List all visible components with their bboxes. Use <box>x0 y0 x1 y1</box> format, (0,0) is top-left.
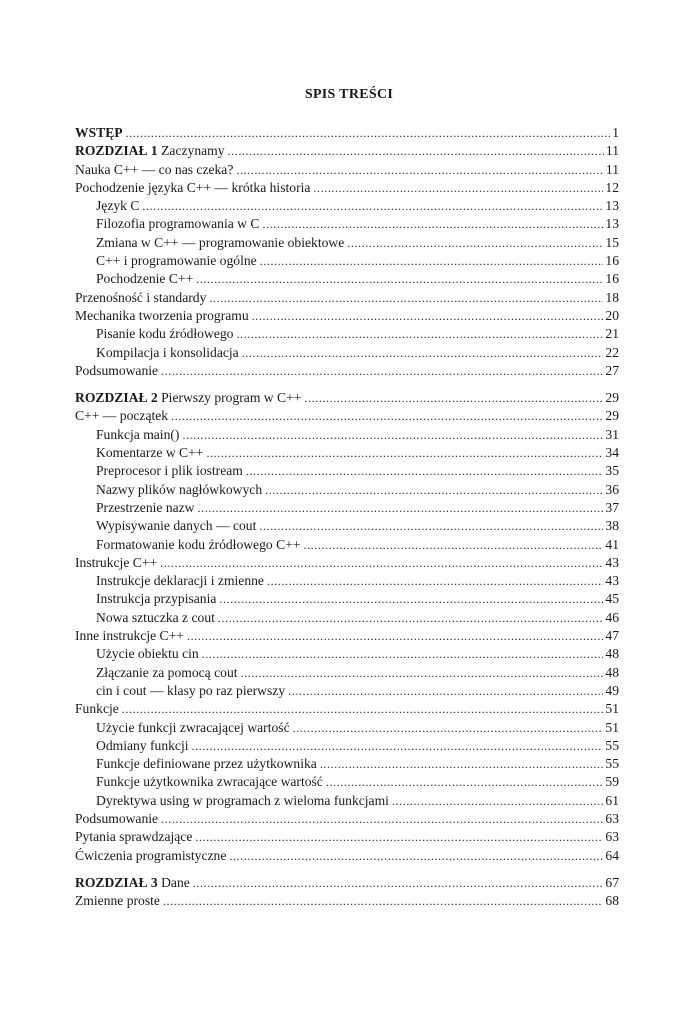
toc-entry-title <box>96 773 323 791</box>
page-number: 48 <box>605 646 619 662</box>
toc-section-entry[interactable] <box>75 407 619 425</box>
dot-leader <box>219 590 603 608</box>
toc-chapter-entry[interactable] <box>75 124 619 142</box>
entry-text: Instrukcje C++ <box>75 554 158 570</box>
page-number: 1 <box>612 125 619 140</box>
page-number: 45 <box>605 591 619 607</box>
chapter-label: ROZDZIAŁ 3 <box>75 874 158 890</box>
toc-entry-title <box>96 572 264 590</box>
entry-text: Mechanika tworzenia programu <box>75 307 249 323</box>
toc-section-entry[interactable] <box>75 828 619 846</box>
entry-text: Kompilacja i konsolidacja <box>96 344 239 360</box>
toc-subsection-entry[interactable] <box>75 719 619 737</box>
toc-subsection-entry[interactable] <box>75 270 619 288</box>
toc-entry-title <box>96 737 189 755</box>
entry-text: Funkcje definiowane przez użytkownika <box>96 756 317 772</box>
toc-section-entry[interactable] <box>75 289 619 307</box>
entry-text: Nazwy plików nagłówkowych <box>96 481 263 497</box>
entry-text: Filozofia programowania w C <box>96 216 260 232</box>
toc-section-entry[interactable] <box>75 810 619 828</box>
page-number: 29 <box>605 390 619 406</box>
dot-leader <box>202 645 604 663</box>
page-title: SPIS TREŚCI <box>304 87 394 102</box>
dot-leader <box>347 234 603 252</box>
page-number: 63 <box>605 829 619 845</box>
toc-entry-title <box>96 792 389 810</box>
entry-text: Podsumowanie <box>75 810 159 826</box>
entry-text: Zaczynamy <box>157 143 225 159</box>
toc-entry-title <box>96 609 215 627</box>
dot-leader <box>259 517 603 535</box>
toc-subsection-entry[interactable] <box>75 572 619 590</box>
toc-entry-title <box>96 344 239 362</box>
toc-subsection-entry[interactable] <box>75 755 619 773</box>
toc-subsection-entry[interactable] <box>75 773 619 791</box>
page-number: 43 <box>605 554 619 570</box>
toc-subsection-entry[interactable] <box>75 645 619 663</box>
page-number: 37 <box>605 499 619 515</box>
dot-leader <box>229 847 603 865</box>
toc-entry-title <box>75 179 310 197</box>
dot-leader <box>126 124 611 142</box>
dot-leader <box>242 344 604 362</box>
toc-subsection-entry[interactable] <box>75 197 619 215</box>
dot-leader <box>142 197 603 215</box>
toc-entry-title <box>75 142 225 160</box>
entry-text: Przenośność i standardy <box>75 289 207 305</box>
toc-entry-title <box>75 810 158 828</box>
toc-entry-title <box>96 270 193 288</box>
dot-leader <box>209 289 603 307</box>
toc-chapter-entry[interactable] <box>75 874 619 892</box>
dot-leader <box>182 426 603 444</box>
dot-leader <box>303 536 603 554</box>
page-number: 20 <box>605 307 619 323</box>
dot-leader <box>192 737 604 755</box>
toc-entry-title <box>75 847 226 865</box>
dot-leader <box>320 755 604 773</box>
page-number: 61 <box>605 792 619 808</box>
page-number: 11 <box>605 143 619 159</box>
page-number: 63 <box>605 810 619 826</box>
toc-entry-title <box>96 499 195 517</box>
entry-text: Zmiana w C++ — programowanie obiektowe <box>96 234 345 250</box>
page-number: 13 <box>605 198 619 214</box>
toc-entry-title <box>96 664 238 682</box>
page-number: 48 <box>605 664 619 680</box>
page-number: 29 <box>605 408 619 424</box>
dot-leader <box>246 462 604 480</box>
toc-subsection-entry[interactable] <box>75 499 619 517</box>
entry-text: Funkcje <box>75 701 119 717</box>
chapter-label: WSTĘP <box>75 125 123 140</box>
toc-entry-title <box>96 755 317 773</box>
dot-leader <box>236 161 604 179</box>
entry-text: Instrukcja przypisania <box>96 591 217 607</box>
toc-section-entry[interactable] <box>75 554 619 572</box>
entry-text: Odmiany funkcji <box>96 737 189 753</box>
toc-entry-title <box>75 828 192 846</box>
dot-leader <box>236 325 603 343</box>
toc-subsection-entry[interactable] <box>75 682 619 700</box>
toc-entry-title <box>75 554 157 572</box>
toc-entry-title <box>96 325 233 343</box>
entry-text: Funkcja main() <box>96 426 180 442</box>
dot-leader <box>122 700 604 718</box>
page-number: 55 <box>605 756 619 772</box>
toc-subsection-entry[interactable] <box>75 792 619 810</box>
page-number: 46 <box>605 609 619 625</box>
toc-section-entry[interactable] <box>75 627 619 645</box>
toc-section-entry[interactable] <box>75 847 619 865</box>
entry-text: Dane <box>157 874 190 890</box>
toc-entry-title <box>96 252 257 270</box>
dot-leader <box>241 664 604 682</box>
chapter-label: ROZDZIAŁ 2 <box>75 390 158 406</box>
dot-leader <box>198 499 604 517</box>
page-number: 64 <box>605 847 619 863</box>
dot-leader <box>267 572 603 590</box>
entry-text: Instrukcje deklaracji i zmienne <box>96 573 264 589</box>
page-number: 22 <box>605 344 619 360</box>
toc-chapter-entry[interactable] <box>75 142 619 160</box>
page-number: 43 <box>605 573 619 589</box>
toc-subsection-entry[interactable] <box>75 737 619 755</box>
page-number: 16 <box>605 271 619 287</box>
toc-subsection-entry[interactable] <box>75 664 619 682</box>
toc-subsection-entry[interactable] <box>75 609 619 627</box>
page-number: 35 <box>605 463 619 479</box>
entry-text: Funkcje użytkownika zwracające wartość <box>96 774 323 790</box>
dot-leader <box>161 810 603 828</box>
toc-subsection-entry[interactable] <box>75 517 619 535</box>
toc-section-entry[interactable] <box>75 307 619 325</box>
toc-entry-title <box>75 874 190 892</box>
page-number: 38 <box>605 518 619 534</box>
toc-subsection-entry[interactable] <box>75 344 619 362</box>
page-number: 34 <box>605 445 619 461</box>
dot-leader <box>392 792 603 810</box>
dot-leader <box>193 874 604 892</box>
dot-leader <box>260 252 604 270</box>
entry-text: Dyrektywa using w programach z wieloma funkcjami <box>96 792 389 808</box>
toc-section-entry[interactable] <box>75 179 619 197</box>
toc-entry-title <box>96 215 259 233</box>
toc-section-entry[interactable] <box>75 362 619 380</box>
toc-entry-title <box>75 289 206 307</box>
toc-entry-title <box>75 407 168 425</box>
toc-subsection-entry[interactable] <box>75 462 619 480</box>
toc-subsection-entry[interactable] <box>75 215 619 233</box>
entry-text: Złączanie za pomocą cout <box>96 664 238 680</box>
toc-entry-title <box>96 426 179 444</box>
toc-entry-title <box>96 645 199 663</box>
entry-text: Użycie funkcji zwracającej wartość <box>96 719 290 735</box>
toc-subsection-entry[interactable] <box>75 481 619 499</box>
page-number: 21 <box>605 326 619 342</box>
toc-chapter-entry[interactable] <box>75 389 619 407</box>
toc-section-entry[interactable] <box>75 700 619 718</box>
entry-text: Zmienne proste <box>75 893 160 909</box>
dot-leader <box>206 444 603 462</box>
entry-text: Ćwiczenia programistyczne <box>75 847 227 863</box>
toc-entry-title <box>75 362 158 380</box>
page-number: 12 <box>605 179 619 195</box>
entry-text: Przestrzenie nazw <box>96 499 195 515</box>
toc-entry-title <box>75 161 233 179</box>
entry-text: Nauka C++ — co nas czeka? <box>75 161 234 177</box>
table-of-contents <box>75 124 619 910</box>
entry-text: Język C <box>96 198 140 214</box>
page-number: 59 <box>605 774 619 790</box>
page-number: 36 <box>605 481 619 497</box>
toc-entry-title <box>75 700 119 718</box>
entry-text: C++ i programowanie ogólne <box>96 253 257 269</box>
dot-leader <box>228 142 604 160</box>
toc-entry-title <box>75 389 301 407</box>
toc-subsection-entry[interactable] <box>75 536 619 554</box>
toc-subsection-entry[interactable] <box>75 590 619 608</box>
toc-entry-title <box>96 444 203 462</box>
entry-text: Wypisywanie danych — cout <box>96 518 257 534</box>
page-number: 18 <box>605 289 619 305</box>
page-number: 67 <box>605 874 619 890</box>
toc-entry-title <box>96 197 139 215</box>
toc-entry-title <box>96 682 285 700</box>
entry-text: Użycie obiektu cin <box>96 646 199 662</box>
entry-text: Formatowanie kodu źródłowego C++ <box>96 536 301 552</box>
page-number: 51 <box>605 719 619 735</box>
page-number: 47 <box>605 628 619 644</box>
toc-entry-title <box>75 124 123 142</box>
dot-leader <box>196 270 603 288</box>
entry-text: Komentarze w C++ <box>96 445 204 461</box>
page-number: 31 <box>605 426 619 442</box>
toc-entry-title <box>96 719 290 737</box>
page-number: 27 <box>605 362 619 378</box>
toc-entry-title <box>75 892 160 910</box>
toc-entry-title <box>96 590 216 608</box>
page-number: 41 <box>605 536 619 552</box>
dot-leader <box>187 627 603 645</box>
entry-text: C++ — początek <box>75 408 169 424</box>
toc-subsection-entry[interactable] <box>75 444 619 462</box>
page-number: 16 <box>605 253 619 269</box>
entry-text: Pochodzenie języka C++ — krótka historia <box>75 179 311 195</box>
page-number: 55 <box>605 737 619 753</box>
toc-entry-title <box>96 517 256 535</box>
entry-text: Podsumowanie <box>75 362 159 378</box>
dot-leader <box>195 828 603 846</box>
toc-subsection-entry[interactable] <box>75 252 619 270</box>
dot-leader <box>163 892 603 910</box>
entry-text: Pochodzenie C++ <box>96 271 194 287</box>
toc-section-entry[interactable] <box>75 161 619 179</box>
entry-text: Pierwszy program w C++ <box>157 390 302 406</box>
entry-text: Pytania sprawdzające <box>75 829 193 845</box>
chapter-label: ROZDZIAŁ 1 <box>75 143 158 159</box>
dot-leader <box>293 719 604 737</box>
toc-subsection-entry[interactable] <box>75 426 619 444</box>
dot-leader <box>288 682 603 700</box>
dot-leader <box>160 554 603 572</box>
dot-leader <box>161 362 603 380</box>
dot-leader <box>313 179 603 197</box>
toc-section-entry[interactable] <box>75 892 619 910</box>
toc-subsection-entry[interactable] <box>75 325 619 343</box>
page-number: 51 <box>605 701 619 717</box>
dot-leader <box>304 389 603 407</box>
page-number: 13 <box>605 216 619 232</box>
entry-text: Preprocesor i plik iostream <box>96 463 243 479</box>
toc-entry-title <box>96 462 243 480</box>
entry-text: Inne instrukcje C++ <box>75 628 184 644</box>
toc-subsection-entry[interactable] <box>75 234 619 252</box>
entry-text: Nowa sztuczka z cout <box>96 609 215 625</box>
dot-leader <box>265 481 603 499</box>
toc-entry-title <box>75 627 184 645</box>
dot-leader <box>252 307 604 325</box>
page-number: 11 <box>605 161 619 177</box>
entry-text: cin i cout — klasy po raz pierwszy <box>96 682 286 698</box>
dot-leader <box>218 609 604 627</box>
dot-leader <box>326 773 604 791</box>
dot-leader <box>262 215 603 233</box>
dot-leader <box>171 407 603 425</box>
entry-text: Pisanie kodu źródłowego <box>96 326 234 342</box>
toc-entry-title <box>75 307 249 325</box>
page-number: 68 <box>605 893 619 909</box>
page-number: 49 <box>605 682 619 698</box>
page-number: 15 <box>605 234 619 250</box>
toc-entry-title <box>96 234 344 252</box>
toc-entry-title <box>96 481 262 499</box>
toc-entry-title <box>96 536 300 554</box>
